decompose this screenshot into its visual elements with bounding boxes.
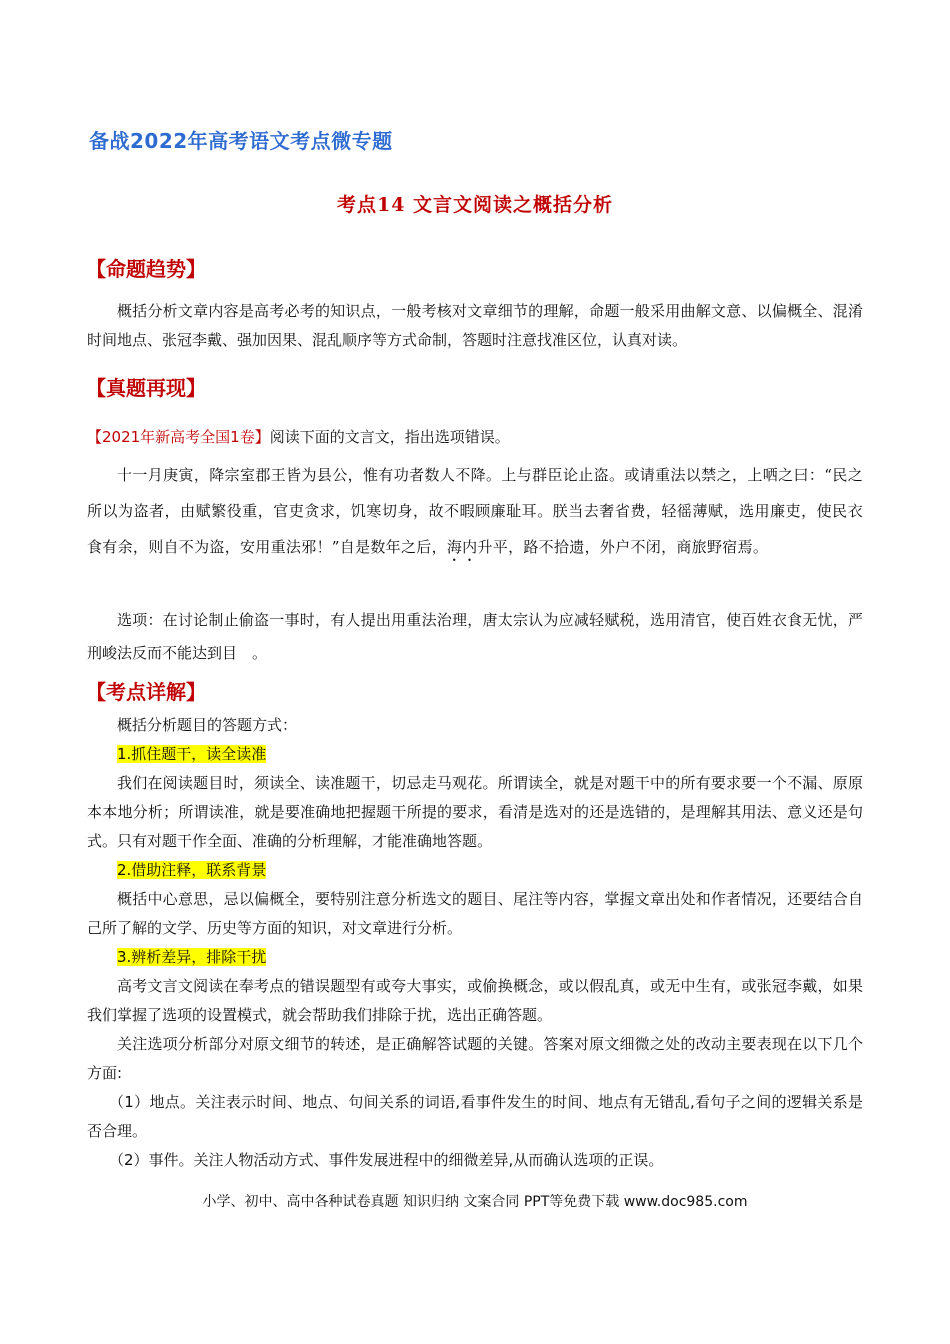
point-2-title: 2.借助注释，联系背景 [117,861,267,879]
detail-item-2: （2）事件。关注人物活动方式、事件发展进程中的细微差异,从而确认选项的正误。 [109,1151,664,1169]
section-heading-trend: 【命题趋势】 [86,257,206,281]
point-3-body: 高考文言文阅读在奉考点的错误题型有或夸大事实，或偷换概念，或以假乱真，或无中生有，或张冠李戴，如果我们掌握了选项的设置模式，就会帮助我们排除于扰，选出正确答题。 [87,977,863,1024]
detail-extra-paragraph: 关注选项分析部分对原文细节的转述，是正确解答试题的关键。答案对原文细微之处的改动主要表现在以下几个方面: [87,1035,863,1082]
passage-text-b: 升平，路不拾遗，外户不闭，商旅野宿焉。 [477,538,769,556]
point-1-body: 我们在阅读题目时，须读全、读准题干，切忌走马观花。所谓读全，就是对题干中的所有要求要一个不漏、原原本本地分析；所谓读准，就是要准确地把握题干所提的要求，看清是选对的还是选错的，是理解其用法、意义还是句式。只有对题干作全面、准确的分析理解，才能准确地答题。 [87,774,863,850]
exam-source-line [87,423,863,452]
point-1-title-line [87,740,863,769]
section-heading-detail: 【考点详解】 [86,680,206,704]
classical-passage [87,457,863,565]
point-2-title-line [87,856,863,885]
series-title: 备战2022年高考语文考点微专题 [89,129,393,153]
point-3-title: 3.辨析差异，排除干扰 [117,948,267,966]
point-3-title-line [87,943,863,972]
point-2-body: 概括中心意思，忌以偏概全，要特别注意分析选文的题目、尾注等内容，掌握文章出处和作者情况，还要结合自己所了解的文学、历史等方面的知识，对文章进行分析。 [87,890,863,937]
trend-paragraph: 概括分析文章内容是高考必考的知识点，一般考核对文章细节的理解，命题一般采用曲解文意、以偏概全、混淆时间地点、张冠李戴、强加因果、混乱顺序等方式命制，答题时注意找准区位，认真对读。 [87,302,863,349]
passage-text-a: 十一月庚寅，降宗室郡王皆为县公，惟有功者数人不降。上与群臣论止盗。或请重法以禁之，上哂之曰：“民之所以为盗者，由赋繁役重，官吏贪求，饥寒切身，故不暇顾廉耻耳。朕当去奢省费，轻徭薄赋，选用廉吏，使民衣食有余，则自不为盗，安用重法邪！”自是数年之后， [87,466,863,556]
section-heading-real-exam: 【真题再现】 [86,376,206,400]
exam-source-tag: 【2021年新高考全国1卷】 [87,428,270,446]
point-1-title: 1.抓住题干，读全读准 [117,745,267,763]
page-footer: 小学、初中、高中各种试卷真题 知识归纳 文案合同 PPT等免费下载 www.doc985.com [202,1194,748,1210]
option-paragraph: 选项：在讨论制止偷盗一事时，有人提出用重法治理，唐太宗认为应减轻赋税，选用清官，使百姓衣食无忧，严刑峻法反而不能达到目 。 [87,611,863,662]
passage-emphasized-word: 海内 [446,538,478,556]
detail-intro: 概括分析题目的答题方式： [117,716,298,734]
exam-instruction: 阅读下面的文言文，指出选项错误。 [269,428,510,446]
page-title: 考点14 文言文阅读之概括分析 [336,194,614,216]
detail-item-1: （1）地点。关注表示时间、地点、句间关系的词语,看事件发生的时间、地点有无错乱,看句子之间的逻辑关系是否合理。 [87,1093,863,1140]
